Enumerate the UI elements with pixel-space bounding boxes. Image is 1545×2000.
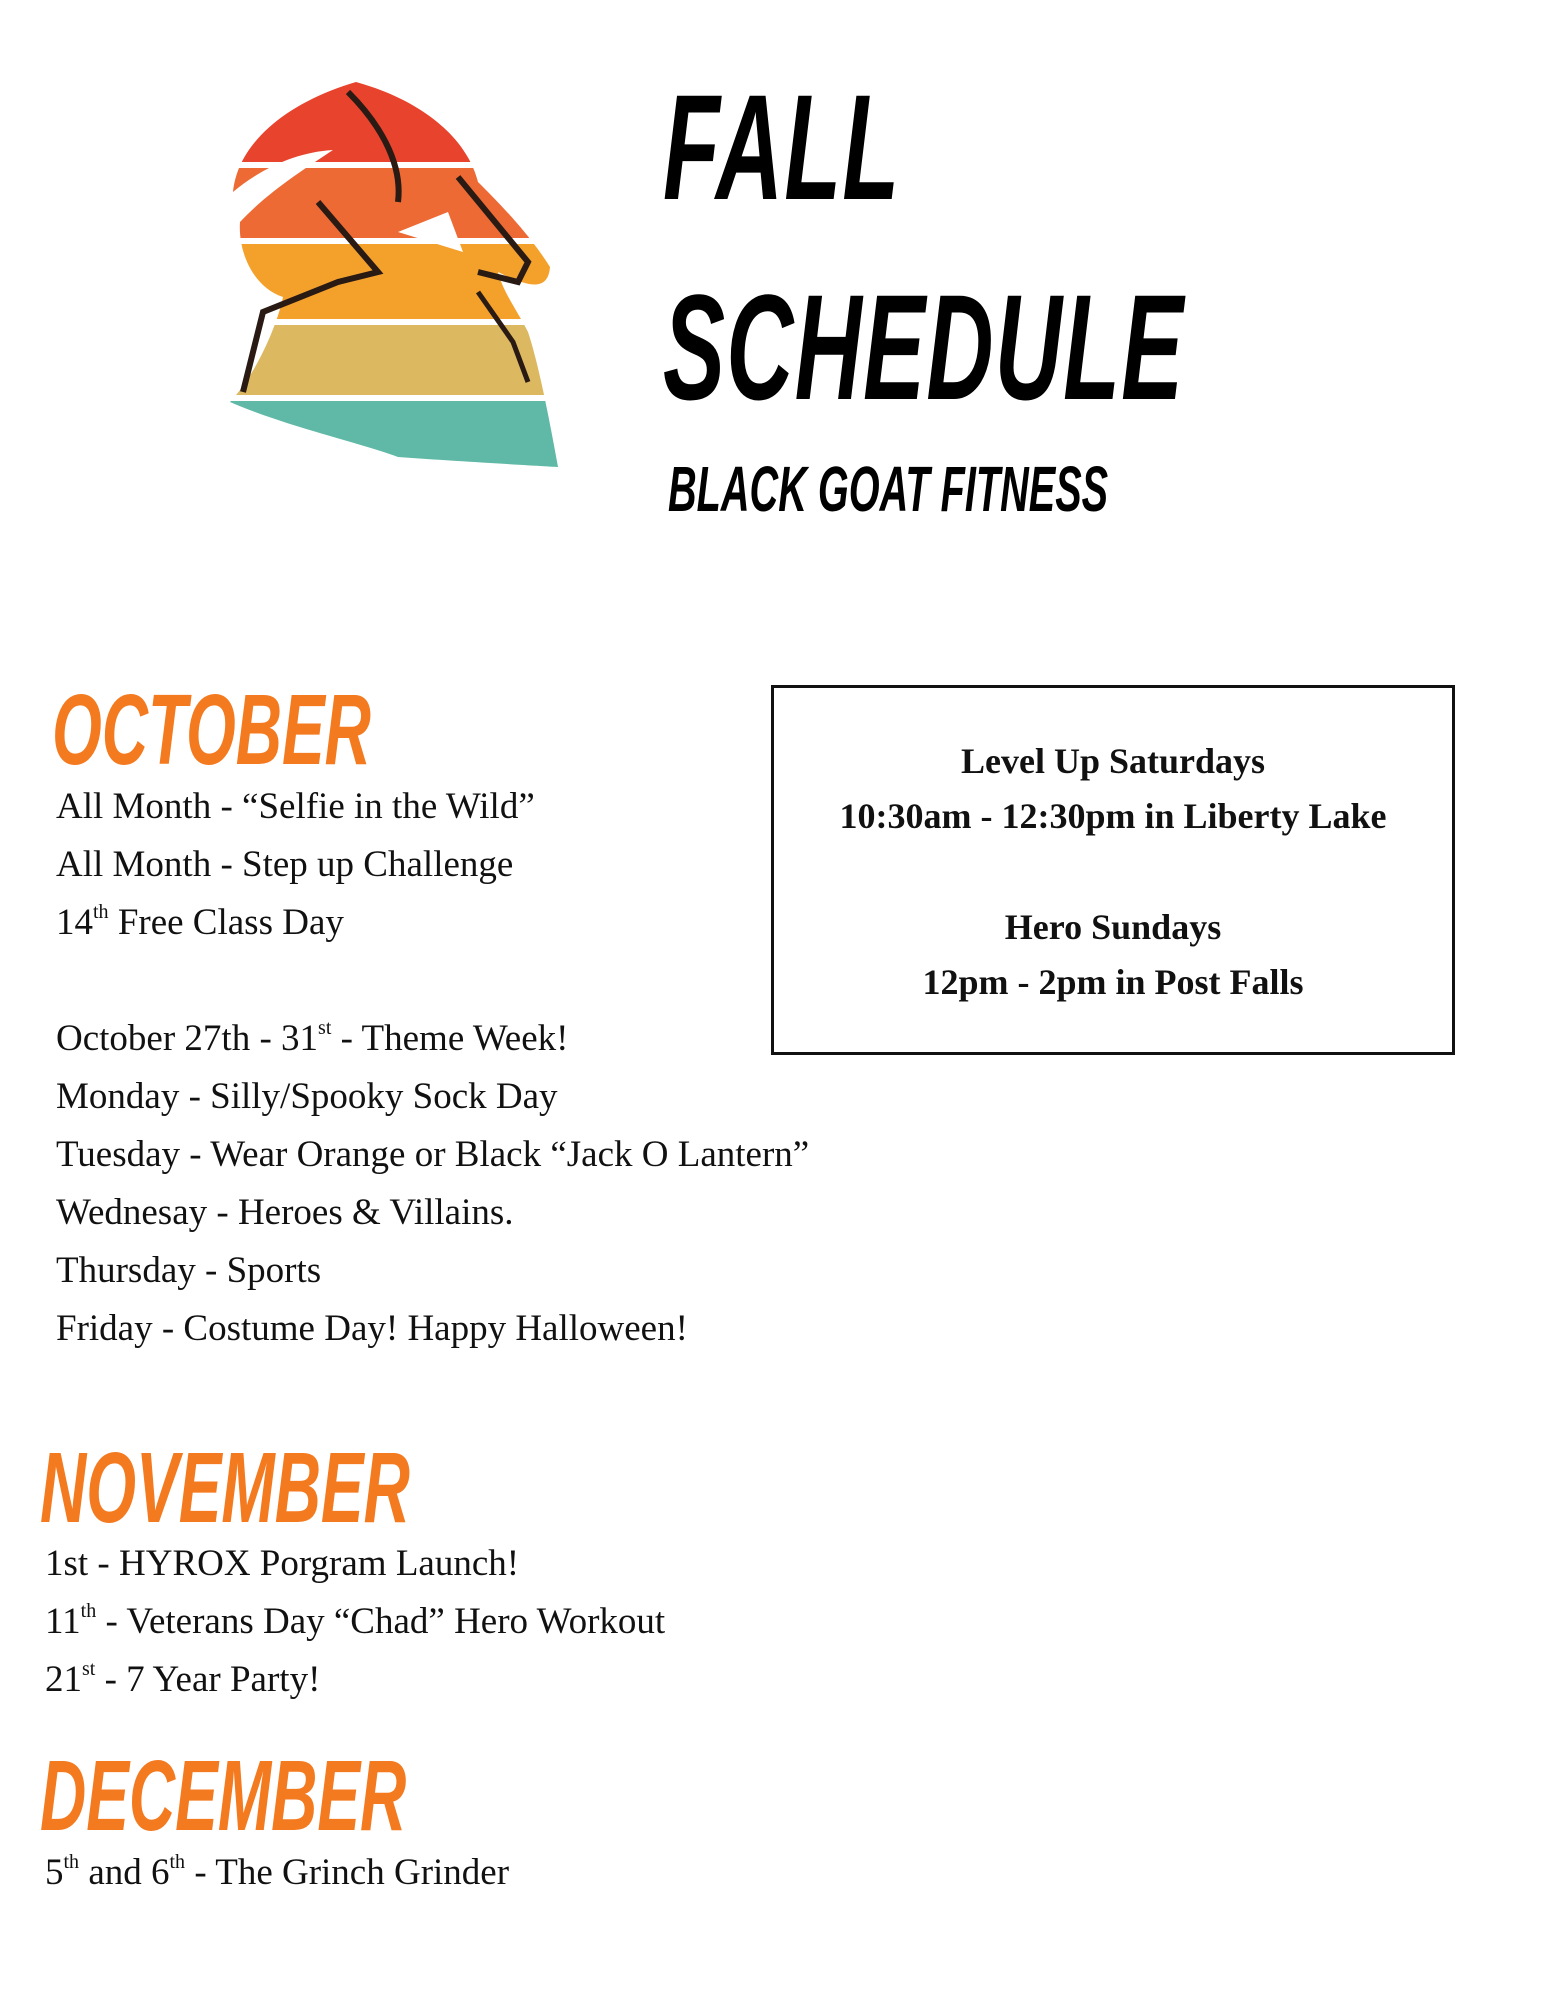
event-item: 21st - 7 Year Party! [45, 1658, 321, 1700]
event-item: 1st - HYROX Porgram Launch! [45, 1543, 520, 1584]
december-heading: DECEMBER [40, 1740, 407, 1852]
november-heading: NOVEMBER [40, 1432, 410, 1544]
logo-stripes [228, 82, 558, 471]
event-item: Thursday - Sports [56, 1250, 322, 1291]
weekly-hours-box [771, 685, 1455, 1055]
sunday-hours: 12pm - 2pm in Post Falls [922, 962, 1304, 1002]
october-heading: OCTOBER [52, 674, 371, 786]
event-item: All Month - “Selfie in the Wild” [56, 786, 535, 827]
goat-head-logo [228, 82, 558, 472]
saturday-hours: 10:30am - 12:30pm in Liberty Lake [839, 796, 1387, 836]
event-item: Tuesday - Wear Orange or Black “Jack O Lantern” [56, 1134, 810, 1175]
event-item: 14th Free Class Day [56, 901, 344, 943]
event-item: Monday - Silly/Spooky Sock Day [56, 1076, 558, 1117]
event-item: October 27th - 31st - Theme Week! [56, 1017, 569, 1059]
page-subtitle: BLACK GOAT FITNESS [668, 453, 1109, 525]
page-title-line-1: FALL [663, 63, 901, 231]
event-item: Wednesay - Heroes & Villains. [56, 1192, 514, 1233]
saturday-title: Level Up Saturdays [960, 741, 1266, 781]
event-item: 5th and 6th - The Grinch Grinder [45, 1851, 510, 1893]
event-item: Friday - Costume Day! Happy Halloween! [56, 1308, 688, 1349]
sunday-title: Hero Sundays [1004, 907, 1222, 947]
november-events [45, 1535, 665, 1709]
page-title-line-2: SCHEDULE [663, 263, 1185, 431]
october-events [56, 778, 809, 1358]
december-events [45, 1844, 509, 1902]
event-item: 11th - Veterans Day “Chad” Hero Workout [45, 1600, 666, 1642]
event-item: All Month - Step up Challenge [56, 844, 514, 885]
list-spacer [56, 952, 809, 1010]
